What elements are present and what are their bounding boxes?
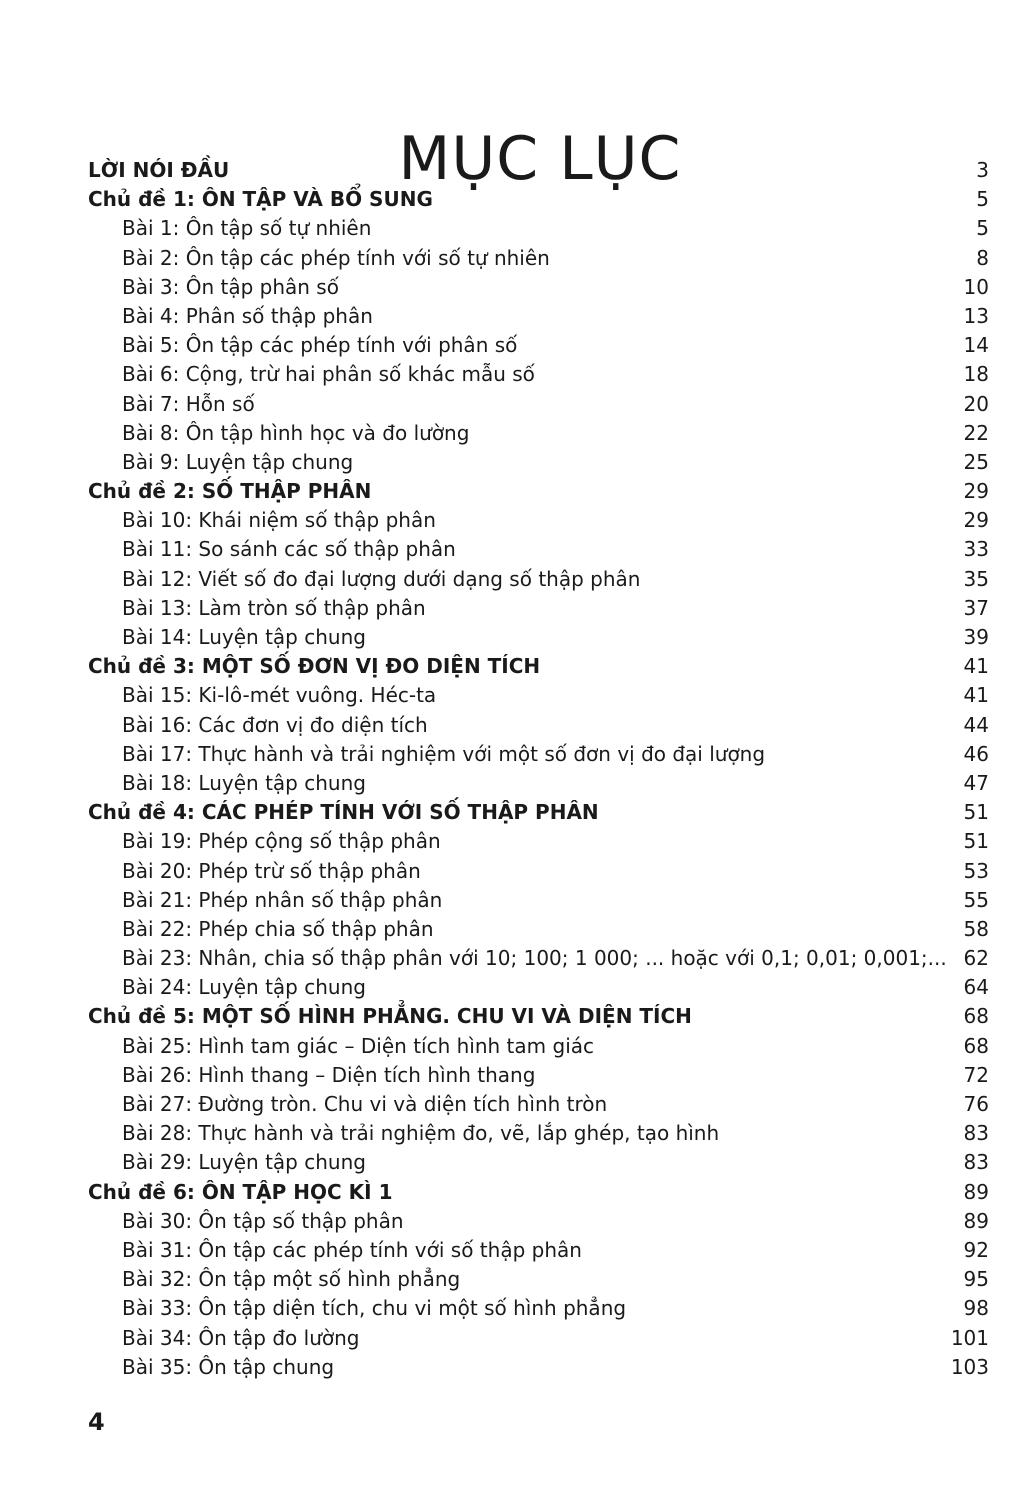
toc-lesson-row xyxy=(0,506,1011,535)
toc-entry-page: 51 xyxy=(963,829,989,854)
toc-entry-label: LỜI NÓI ĐẦU xyxy=(88,158,230,182)
toc-entry-label: Bài 13: Làm tròn số thập phân xyxy=(122,595,426,620)
toc-entry-label: Chủ đề 6: ÔN TẬP HỌC KÌ 1 xyxy=(88,1179,393,1204)
toc-entry-label: Bài 18: Luyện tập chung xyxy=(122,770,366,795)
page-number: 4 xyxy=(88,1408,105,1436)
toc-lesson-row xyxy=(0,448,1011,477)
toc-entry-label: Bài 23: Nhân, chia số thập phân với 10; 100; 1 000; ... hoặc với 0,1; 0,01; 0,001;... xyxy=(122,946,947,971)
toc-lesson-row xyxy=(0,390,1011,419)
page-title: MỤC LỤC xyxy=(398,124,682,195)
toc-entry-page: 95 xyxy=(963,1267,989,1292)
toc-entry-page: 44 xyxy=(963,712,989,737)
toc-entry-label: Bài 34: Ôn tập đo lường xyxy=(122,1325,360,1350)
toc-lesson-row xyxy=(0,1265,1011,1294)
toc-entry-page: 64 xyxy=(963,975,989,1000)
toc-entry-page: 62 xyxy=(963,946,989,971)
toc-entry-page: 68 xyxy=(963,1033,989,1058)
toc-entry-page: 58 xyxy=(963,916,989,941)
toc-entry-page: 41 xyxy=(963,654,989,679)
toc-entry-label: Chủ đề 2: SỐ THẬP PHÂN xyxy=(88,479,372,504)
toc-topic-row xyxy=(0,1002,1011,1031)
toc-entry-page: 103 xyxy=(950,1354,989,1379)
toc-entry-label: Bài 31: Ôn tập các phép tính với số thập phân xyxy=(122,1237,582,1262)
toc-entry-page: 76 xyxy=(963,1092,989,1116)
toc-topic-row xyxy=(0,798,1011,827)
toc-entry-page: 41 xyxy=(963,683,989,708)
toc-lesson-row xyxy=(0,565,1011,594)
toc-lesson-row xyxy=(0,711,1011,740)
toc-lesson-row xyxy=(0,915,1011,944)
toc-entry-label: Bài 12: Viết số đo đại lượng dưới dạng số thập phân xyxy=(122,566,641,591)
toc-entry-label: Chủ đề 1: ÔN TẬP VÀ BỔ SUNG xyxy=(88,187,433,212)
toc-entry-label: Bài 16: Các đơn vị đo diện tích xyxy=(122,712,428,737)
toc-lesson-row xyxy=(0,1324,1011,1353)
toc-entry-label: Bài 8: Ôn tập hình học và đo lường xyxy=(122,420,470,445)
toc-lesson-row xyxy=(0,1207,1011,1236)
toc-entry-page: 18 xyxy=(963,362,989,387)
toc-entry-page: 5 xyxy=(976,216,989,241)
toc-lesson-row xyxy=(0,1032,1011,1061)
toc-lesson-row xyxy=(0,419,1011,448)
toc-entry-label: Bài 4: Phân số thập phân xyxy=(122,303,373,328)
toc-entry-page: 8 xyxy=(976,245,989,270)
toc-entry-page: 35 xyxy=(963,566,989,591)
toc-lesson-row xyxy=(0,857,1011,886)
toc-entry-page: 39 xyxy=(963,625,989,649)
toc-entry-page: 46 xyxy=(963,741,989,766)
toc-entry-label: Bài 2: Ôn tập các phép tính với số tự nhiên xyxy=(122,245,550,270)
toc-entry-label: Bài 20: Phép trừ số thập phân xyxy=(122,858,421,883)
toc-lesson-row xyxy=(0,1294,1011,1323)
toc-entry-page: 3 xyxy=(976,158,989,182)
toc-lesson-row xyxy=(0,1090,1011,1119)
toc-entry-page: 89 xyxy=(963,1179,989,1204)
toc-entry-page: 51 xyxy=(963,800,989,825)
toc-entry-label: Bài 5: Ôn tập các phép tính với phân số xyxy=(122,333,518,358)
toc-lesson-row xyxy=(0,973,1011,1002)
toc-entry-label: Bài 1: Ôn tập số tự nhiên xyxy=(122,216,372,241)
toc-topic-row xyxy=(0,1178,1011,1207)
toc-entry-label: Bài 24: Luyện tập chung xyxy=(122,975,366,1000)
toc-entry-label: Bài 27: Đường tròn. Chu vi và diện tích hình tròn xyxy=(122,1092,608,1116)
toc-entry-page: 22 xyxy=(963,420,989,445)
toc-entry-page: 29 xyxy=(963,508,989,533)
toc-entry-page: 83 xyxy=(963,1121,989,1146)
toc-entry-page: 13 xyxy=(963,303,989,328)
toc-entry-label: Bài 10: Khái niệm số thập phân xyxy=(122,508,436,533)
toc-lesson-row xyxy=(0,214,1011,243)
toc-entry-label: Bài 28: Thực hành và trải nghiệm đo, vẽ, lắp ghép, tạo hình xyxy=(122,1121,720,1146)
toc-entry-label: Bài 30: Ôn tập số thập phân xyxy=(122,1208,404,1233)
toc-entry-page: 29 xyxy=(963,479,989,504)
toc-entry-page: 68 xyxy=(963,1004,989,1029)
toc-entry-label: Bài 3: Ôn tập phân số xyxy=(122,274,339,299)
toc-entry-page: 47 xyxy=(963,770,989,795)
toc-entry-label: Bài 29: Luyện tập chung xyxy=(122,1150,366,1175)
toc-lesson-row xyxy=(0,244,1011,273)
toc-lesson-row xyxy=(0,886,1011,915)
toc-entry-page: 98 xyxy=(963,1296,989,1321)
toc-entry-page: 37 xyxy=(963,595,989,620)
toc-entry-label: Bài 14: Luyện tập chung xyxy=(122,625,366,649)
toc-lesson-row xyxy=(0,944,1011,973)
toc-entry-label: Bài 35: Ôn tập chung xyxy=(122,1354,335,1379)
toc-entry-page: 101 xyxy=(950,1325,989,1350)
toc-lesson-row xyxy=(0,1061,1011,1090)
toc-lesson-row xyxy=(0,740,1011,769)
toc-entry-label: Chủ đề 5: MỘT SỐ HÌNH PHẲNG. CHU VI VÀ DIỆN TÍCH xyxy=(88,1004,692,1029)
toc-lesson-row xyxy=(0,331,1011,360)
toc-lesson-row xyxy=(0,769,1011,798)
toc-topic-row xyxy=(0,185,1011,214)
toc-entry-label: Bài 9: Luyện tập chung xyxy=(122,449,354,474)
toc-lesson-row xyxy=(0,360,1011,389)
toc-entry-label: Bài 17: Thực hành và trải nghiệm với một số đơn vị đo đại lượng xyxy=(122,741,766,766)
toc-entry-label: Bài 6: Cộng, trừ hai phân số khác mẫu số xyxy=(122,362,535,387)
toc-entry-label: Bài 21: Phép nhân số thập phân xyxy=(122,887,443,912)
toc-entry-page: 20 xyxy=(963,391,989,416)
table-of-contents xyxy=(0,156,1011,1382)
toc-lesson-row xyxy=(0,273,1011,302)
toc-entry-page: 33 xyxy=(963,537,989,562)
toc-entry-label: Bài 11: So sánh các số thập phân xyxy=(122,537,456,562)
toc-lesson-row xyxy=(0,623,1011,652)
toc-entry-page: 89 xyxy=(963,1208,989,1233)
toc-lesson-row xyxy=(0,1148,1011,1177)
toc-entry-page: 72 xyxy=(963,1062,989,1087)
toc-entry-label: Bài 33: Ôn tập diện tích, chu vi một số hình phẳng xyxy=(122,1296,627,1321)
toc-lesson-row xyxy=(0,1119,1011,1148)
toc-entry-page: 14 xyxy=(963,333,989,358)
toc-entry-label: Bài 15: Ki-lô-mét vuông. Héc-ta xyxy=(122,683,437,708)
toc-topic-row xyxy=(0,652,1011,681)
toc-entry-label: Bài 32: Ôn tập một số hình phẳng xyxy=(122,1267,461,1292)
toc-topic-row xyxy=(0,156,1011,185)
toc-entry-label: Bài 25: Hình tam giác – Diện tích hình tam giác xyxy=(122,1033,595,1058)
toc-entry-page: 55 xyxy=(963,887,989,912)
toc-lesson-row xyxy=(0,1353,1011,1382)
toc-lesson-row xyxy=(0,827,1011,856)
toc-entry-label: Bài 7: Hỗn số xyxy=(122,391,255,416)
toc-entry-page: 25 xyxy=(963,449,989,474)
toc-entry-label: Chủ đề 3: MỘT SỐ ĐƠN VỊ ĐO DIỆN TÍCH xyxy=(88,654,541,679)
toc-topic-row xyxy=(0,477,1011,506)
toc-lesson-row xyxy=(0,1236,1011,1265)
toc-entry-label: Chủ đề 4: CÁC PHÉP TÍNH VỚI SỐ THẬP PHÂN xyxy=(88,800,599,825)
toc-lesson-row xyxy=(0,302,1011,331)
toc-lesson-row xyxy=(0,535,1011,564)
toc-entry-page: 92 xyxy=(963,1237,989,1262)
toc-entry-page: 5 xyxy=(976,187,989,212)
toc-entry-label: Bài 22: Phép chia số thập phân xyxy=(122,916,434,941)
toc-entry-label: Bài 19: Phép cộng số thập phân xyxy=(122,829,441,854)
toc-lesson-row xyxy=(0,681,1011,710)
toc-entry-page: 83 xyxy=(963,1150,989,1175)
toc-lesson-row xyxy=(0,594,1011,623)
toc-entry-label: Bài 26: Hình thang – Diện tích hình thang xyxy=(122,1062,536,1087)
toc-entry-page: 53 xyxy=(963,858,989,883)
toc-entry-page: 10 xyxy=(963,274,989,299)
